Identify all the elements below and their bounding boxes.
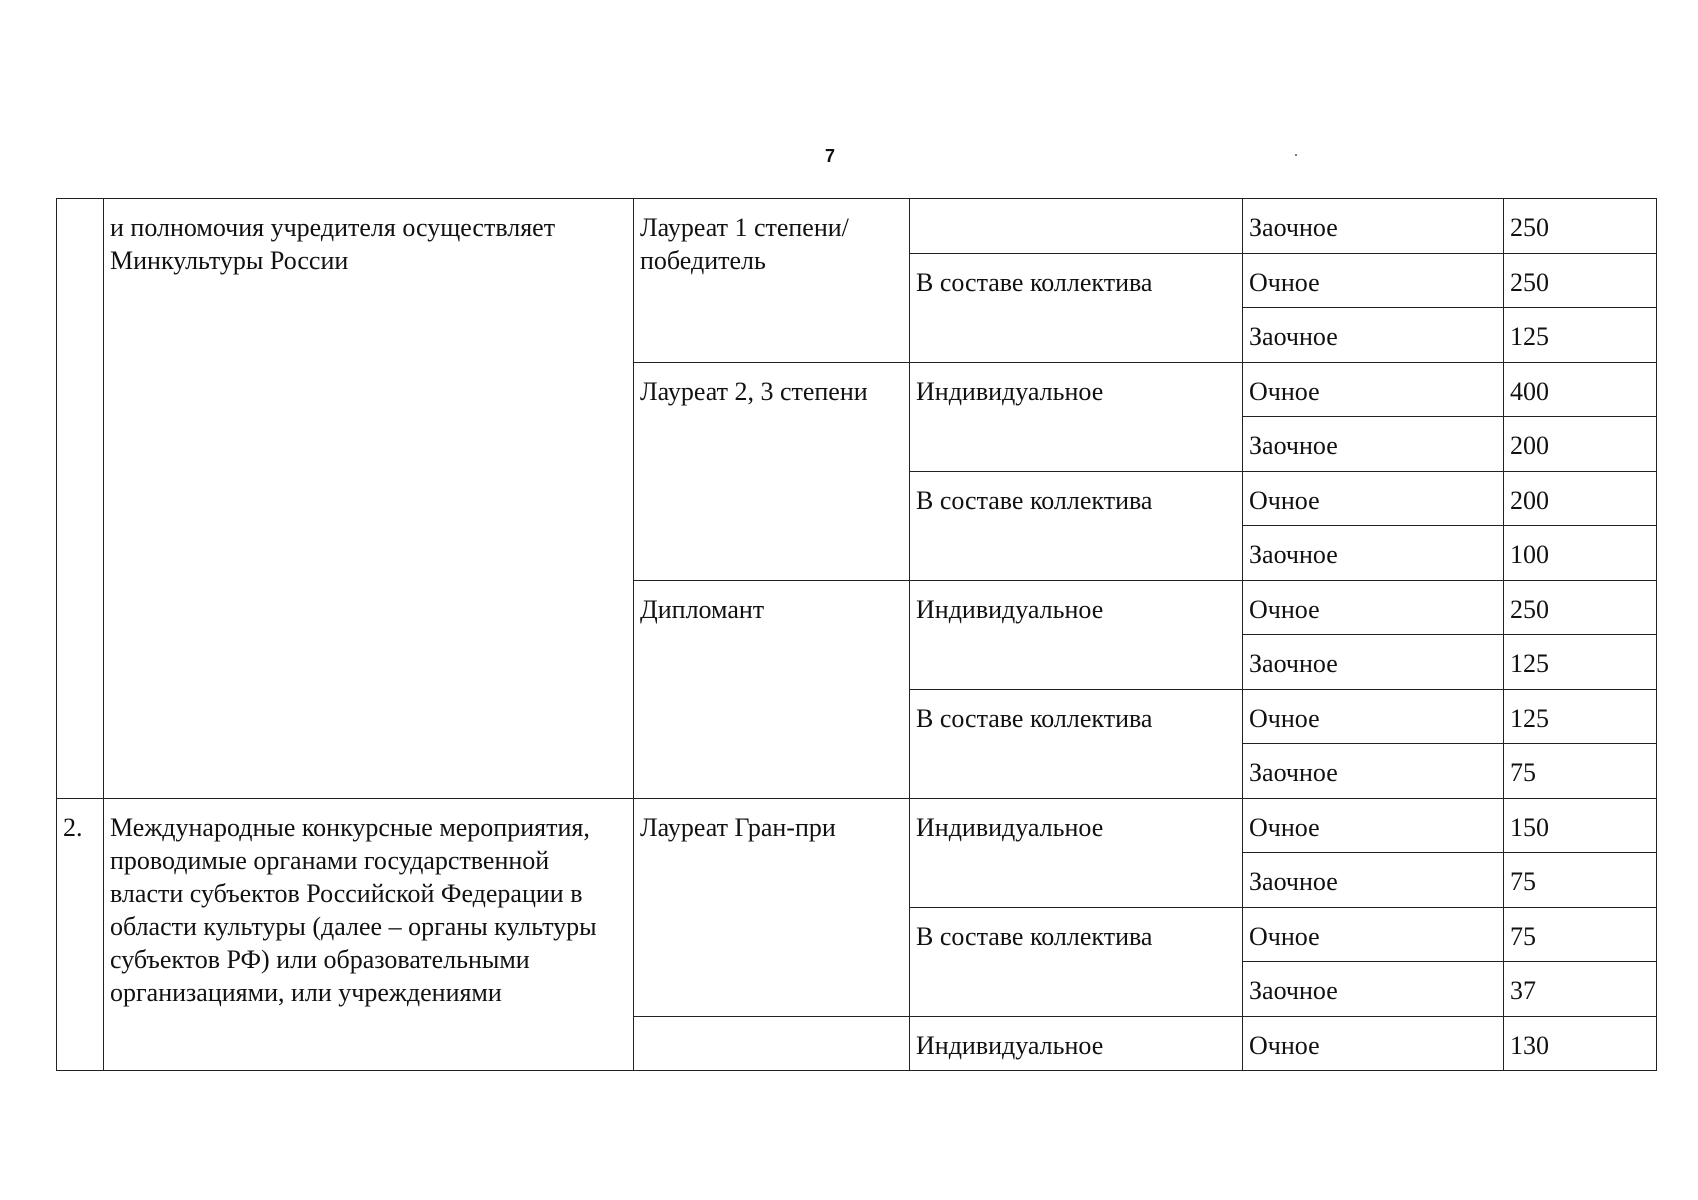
form-cell: Заочное: [1243, 853, 1504, 908]
section-description: и полномочия учредителя осуществляет Минкультуры России: [104, 199, 634, 799]
participation-cell: Индивидуальное: [910, 580, 1243, 689]
form-cell: Очное: [1243, 362, 1504, 417]
participation-cell: В составе коллектива: [910, 689, 1243, 798]
points-cell: 75: [1504, 907, 1657, 962]
points-cell: 125: [1504, 308, 1657, 363]
points-cell: 75: [1504, 744, 1657, 799]
participation-cell: В составе коллектива: [910, 253, 1243, 362]
participation-cell: Индивидуальное: [910, 1016, 1243, 1071]
form-cell: Заочное: [1243, 199, 1504, 254]
points-cell: 200: [1504, 417, 1657, 472]
form-cell: Очное: [1243, 1016, 1504, 1071]
row-number-cell: 2.: [57, 798, 104, 1071]
form-cell: Заочное: [1243, 417, 1504, 472]
participation-cell: Индивидуальное: [910, 798, 1243, 907]
table-row: [57, 199, 1657, 254]
page-number: 7: [824, 146, 835, 166]
points-cell: 125: [1504, 689, 1657, 744]
points-cell: 250: [1504, 580, 1657, 635]
form-cell: Очное: [1243, 798, 1504, 853]
form-cell: Очное: [1243, 471, 1504, 526]
form-cell: Очное: [1243, 580, 1504, 635]
participation-cell: В составе коллектива: [910, 907, 1243, 1016]
scan-speck: [1295, 154, 1297, 156]
award-cell: Дипломант: [634, 580, 910, 798]
points-cell: 125: [1504, 635, 1657, 690]
award-points-table: [56, 198, 1657, 1071]
points-cell: 150: [1504, 798, 1657, 853]
points-cell: 400: [1504, 362, 1657, 417]
form-cell: Очное: [1243, 253, 1504, 308]
participation-cell: Индивидуальное: [910, 362, 1243, 471]
form-cell: Очное: [1243, 907, 1504, 962]
form-cell: Очное: [1243, 689, 1504, 744]
award-cell: Лауреат 1 степени/победитель: [634, 199, 910, 363]
form-cell: Заочное: [1243, 744, 1504, 799]
points-cell: 200: [1504, 471, 1657, 526]
participation-cell: [910, 199, 1243, 254]
section-description: Международные конкурсные мероприятия, проводимые органами государственной власти субъектов Российской Федерации в области культуры (далее – органы культуры субъектов РФ) или образовательными организациями, или учреждениями: [104, 798, 634, 1071]
form-cell: Заочное: [1243, 308, 1504, 363]
award-cell: Лауреат 2, 3 степени: [634, 362, 910, 580]
award-cell: Лауреат Гран-при: [634, 798, 910, 1016]
award-cell: [634, 1016, 910, 1071]
points-cell: 250: [1504, 199, 1657, 254]
points-cell: 75: [1504, 853, 1657, 908]
table-row: [57, 798, 1657, 853]
points-cell: 250: [1504, 253, 1657, 308]
points-cell: 37: [1504, 962, 1657, 1017]
row-number-cell: [57, 199, 104, 799]
points-cell: 100: [1504, 526, 1657, 581]
points-cell: 130: [1504, 1016, 1657, 1071]
participation-cell: В составе коллектива: [910, 471, 1243, 580]
form-cell: Заочное: [1243, 526, 1504, 581]
form-cell: Заочное: [1243, 635, 1504, 690]
form-cell: Заочное: [1243, 962, 1504, 1017]
